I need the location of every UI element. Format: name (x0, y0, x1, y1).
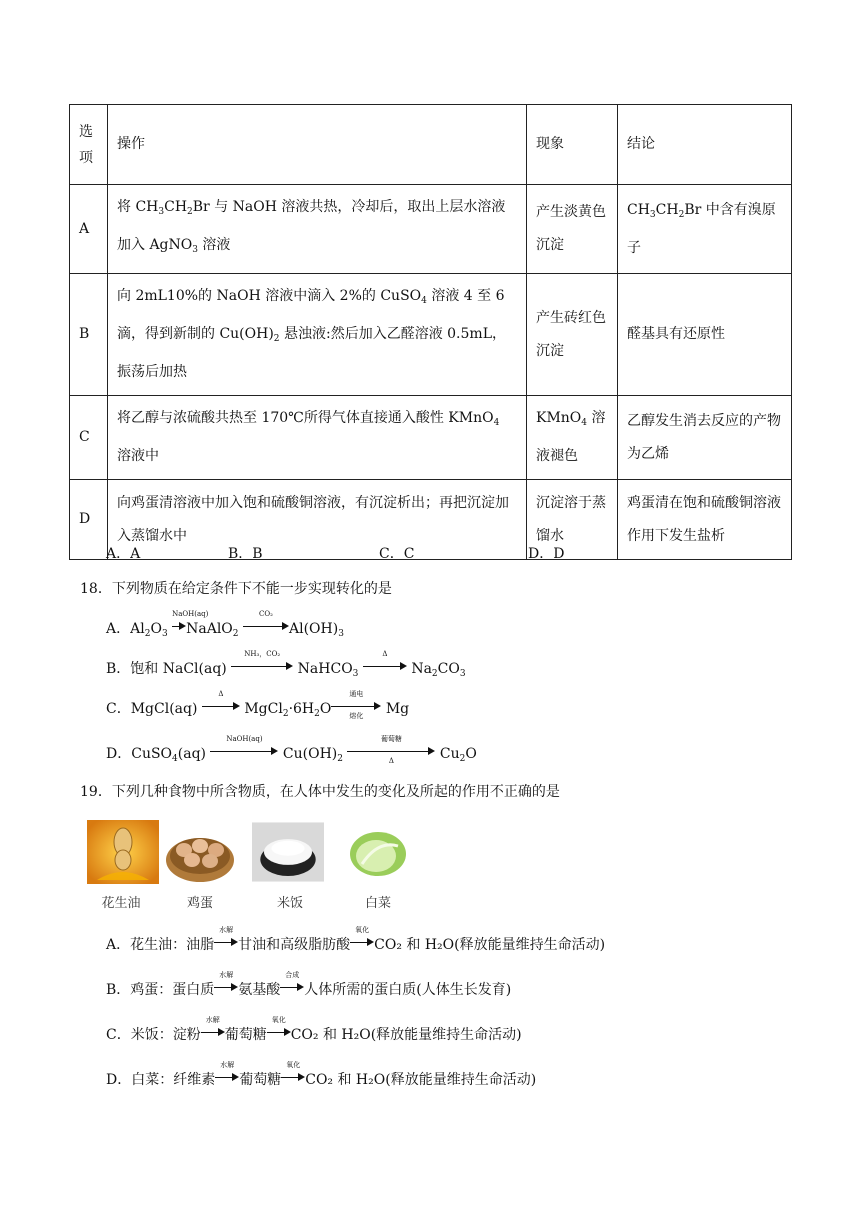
eggs-image (164, 820, 236, 884)
species: O (465, 746, 477, 762)
row-operation: 向鸡蛋清溶液中加入饱和硫酸铜溶液，有沉淀析出；再把沉淀加入蒸馏水中 (108, 480, 527, 560)
species: ·6H (288, 701, 315, 717)
species: (aq) (177, 746, 206, 762)
option-label: A． (106, 621, 131, 637)
arrow-condition: 葡萄糖 (380, 735, 402, 743)
option-a[interactable]: A．A (106, 546, 141, 562)
option-label: A． (106, 937, 131, 953)
arrow (363, 650, 407, 677)
row-label: D (70, 480, 108, 560)
row-phenomenon: 产生砖红色沉淀 (527, 274, 618, 396)
arrow-condition: Δ (218, 690, 224, 698)
row-operation: 向 2mL10%的 NaOH 溶液中滴入 2%的 CuSO$_4$ 溶液 4 至 6 滴，得到新制的 $Cu(OH)_2$ 悬浊液:然后加入乙醛溶液 0.5mL，振荡后加热 (108, 274, 527, 396)
arrow (172, 610, 209, 637)
option-label: C． (106, 1027, 131, 1043)
arrow-condition: 水解 (220, 1061, 235, 1069)
arrow-condition: 水解 (219, 971, 234, 979)
stage: CO₂ 和 H₂O(释放能量维持生命活动) (374, 937, 606, 953)
header-conclusion: 结论 (618, 105, 792, 185)
species: NaAlO (186, 621, 233, 637)
arrow (214, 971, 238, 998)
stage: 鸡蛋：蛋白质 (130, 982, 215, 998)
arrow-condition: 氧化 (286, 1061, 301, 1069)
option-c[interactable]: C．C (379, 546, 415, 562)
q18-option-d[interactable]: D．CuSO$_4$(aq) NaOH(aq) $Cu(OH)_2$ 葡萄糖 Δ $Cu_2O$ (106, 735, 477, 765)
species: CuSO (131, 746, 173, 762)
stage: CO₂ 和 H₂O(释放能量维持生命活动) (290, 1027, 522, 1043)
arrow-condition: 熔化 (349, 712, 364, 720)
row-label: A (70, 185, 108, 274)
q19-option-a[interactable] (106, 926, 606, 954)
arrow-condition: 氧化 (355, 926, 370, 934)
arrow (347, 735, 435, 765)
q18-option-a[interactable]: A．$Al_2O_3$ NaOH(aq) NaAlO$_2$ CO₂ $Al(OH)_3$ (106, 610, 344, 639)
arrow-condition: 氧化 (271, 1016, 286, 1024)
row-phenomenon: KMnO$_4$ 溶液褪色 (527, 396, 618, 480)
stage: 花生油：油脂 (130, 937, 215, 953)
species: O (150, 621, 162, 637)
arrow-condition: NaOH(aq) (226, 735, 263, 743)
arrow (267, 1016, 291, 1043)
table-row (70, 185, 792, 274)
row-phenomenon: 沉淀溶于蒸馏水 (527, 480, 618, 560)
species: Cu (439, 746, 460, 762)
row-operation: 将乙醇与浓硫酸共热至 170℃所得气体直接通入酸性 KMnO$_4$ 溶液中 (108, 396, 527, 480)
header-phenomenon: 现象 (527, 105, 618, 185)
arrow-condition: Δ (382, 650, 388, 658)
food-label: 白菜 (364, 896, 391, 911)
q19-option-d[interactable] (106, 1061, 537, 1089)
arrow (231, 650, 293, 677)
row-label: C (70, 396, 108, 480)
arrow (350, 926, 374, 953)
arrow-condition: Δ (388, 757, 394, 765)
arrow (201, 1016, 225, 1043)
species: Cu(OH) (282, 746, 338, 762)
stage: 甘油和高级脂肪酸 (238, 937, 351, 953)
header-option: 选 项 (70, 105, 108, 185)
species: NaHCO (297, 661, 353, 677)
arrow (215, 1061, 239, 1088)
header-operation: 操作 (108, 105, 527, 185)
food-label: 花生油 (101, 896, 141, 911)
species: Na (411, 661, 432, 677)
option-label: B． (106, 982, 131, 998)
row-conclusion: 鸡蛋清在饱和硫酸铜溶液作用下发生盐析 (618, 480, 792, 560)
arrow-condition: 合成 (285, 971, 300, 979)
arrow-condition: NH₃，CO₂ (244, 650, 281, 658)
arrow (214, 926, 238, 953)
arrow-condition: NaOH(aq) (172, 610, 209, 618)
option-label: D． (106, 1072, 132, 1088)
option-label: D． (106, 746, 132, 762)
row-phenomenon: 产生淡黄色沉淀 (527, 185, 618, 274)
q19-title: 19．下列几种食物中所含物质，在人体中发生的变化及所起的作用不正确的是 (80, 784, 560, 800)
arrow (210, 735, 278, 762)
q18-title: 18．下列物质在给定条件下不能一步实现转化的是 (80, 581, 392, 597)
table-header-row (70, 105, 792, 185)
arrow (280, 971, 304, 998)
row-conclusion: 醛基具有还原性 (618, 274, 792, 396)
stage: 葡萄糖 (239, 1072, 282, 1088)
row-conclusion: $CH_3CH_2Br$ 中含有溴原子 (618, 185, 792, 274)
species: Al (130, 621, 145, 637)
q18-option-b[interactable]: B．饱和 NaCl(aq) NH₃，CO₂ NaHCO$_3$ Δ $Na_2CO_3$ (106, 650, 466, 679)
row-label: B (70, 274, 108, 396)
row-conclusion: 乙醇发生消去反应的产物为乙烯 (618, 396, 792, 480)
arrow (281, 1061, 305, 1088)
stage: 米饭：淀粉 (130, 1027, 201, 1043)
arrow (243, 610, 289, 637)
option-d[interactable]: D．D (528, 546, 565, 562)
stage: 人体所需的蛋白质(人体生长发育) (304, 982, 512, 998)
arrow-condition: CO₂ (259, 610, 273, 618)
stage: 葡萄糖 (224, 1027, 267, 1043)
food-label: 鸡蛋 (186, 896, 213, 911)
q18-option-c[interactable]: C．MgCl(aq) Δ $MgCl_2\cdot 6H_2O$ 通电 熔化 Mg (106, 690, 410, 720)
peanut-oil-image (87, 820, 159, 884)
row-operation: 将 $CH_3CH_2Br$ 与 NaOH 溶液共热，冷却后，取出上层水溶液加入 AgNO$_3$ 溶液 (108, 185, 527, 274)
arrow-condition: 通电 (349, 690, 364, 698)
option-b[interactable]: B．B (228, 546, 263, 562)
species: MgCl(aq) (130, 701, 198, 717)
arrow (331, 690, 381, 720)
species: MgCl (244, 701, 283, 717)
q19-option-c[interactable] (106, 1016, 522, 1044)
q19-option-b[interactable] (106, 971, 512, 999)
stage: CO₂ 和 H₂O(释放能量维持生命活动) (305, 1072, 537, 1088)
stage: 白菜：纤维素 (131, 1072, 216, 1088)
cabbage-image (342, 820, 414, 884)
stage: 氨基酸 (238, 982, 281, 998)
food-label: 米饭 (276, 896, 303, 911)
species: O (319, 701, 332, 717)
species: 饱和 NaCl(aq) (130, 661, 227, 677)
table-row (70, 274, 792, 396)
arrow-condition: 水解 (219, 926, 234, 934)
species: Mg (385, 701, 410, 717)
species: Al(OH) (288, 621, 339, 637)
experiment-table (69, 104, 792, 560)
q17-options (106, 541, 806, 565)
table-row (70, 396, 792, 480)
species: CO (437, 661, 460, 677)
option-label: B． (106, 661, 131, 677)
option-label: C． (106, 701, 131, 717)
arrow (202, 690, 240, 717)
rice-image (252, 820, 324, 884)
arrow-condition: 水解 (205, 1016, 220, 1024)
